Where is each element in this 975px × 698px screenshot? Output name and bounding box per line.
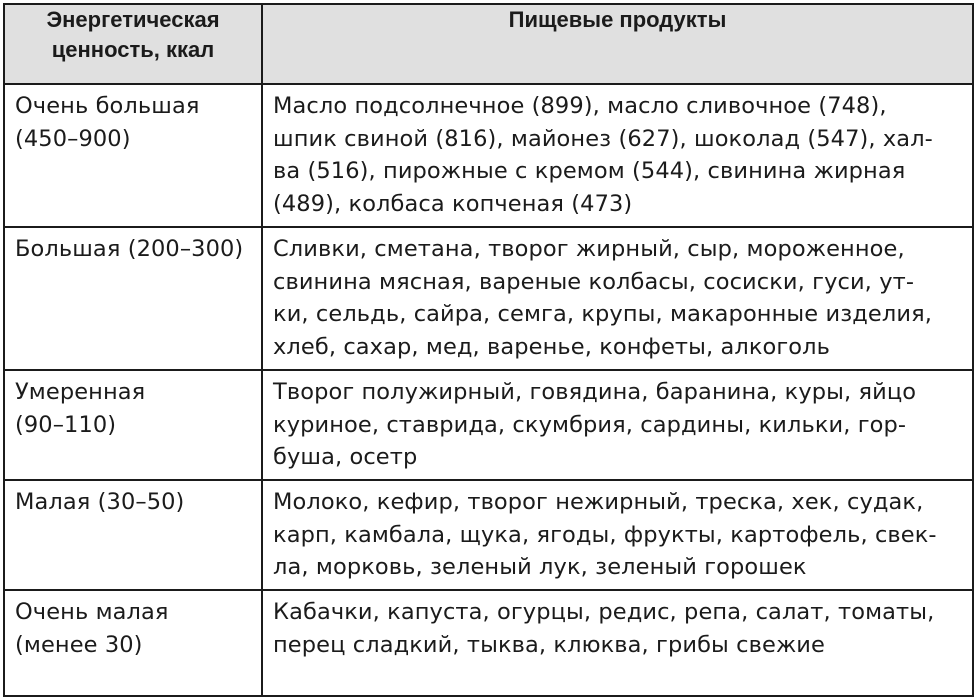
products-line: свинина мясная, вареные колбасы, сосиски, гуси, ут- bbox=[273, 268, 915, 295]
energy-cell bbox=[4, 590, 262, 696]
products-line: (489), колбаса копченая (473) bbox=[273, 190, 633, 217]
products-cell bbox=[262, 84, 973, 227]
energy-value-table bbox=[3, 3, 974, 697]
header-energy-line: Энергетическая bbox=[46, 7, 220, 32]
products-cell bbox=[262, 227, 973, 370]
products-line: Творог полужирный, говядина, баранина, куры, яйцо bbox=[273, 379, 917, 405]
table-row bbox=[4, 84, 973, 227]
energy-line: (менее 30) bbox=[15, 631, 143, 658]
energy-line: Большая (200–300) bbox=[15, 236, 244, 262]
products-line: перец сладкий, тыква, клюква, грибы свежие bbox=[273, 631, 825, 658]
products-line: Масло подсолнечное (899), масло сливочное (748), bbox=[273, 93, 887, 119]
products-line: хлеб, сахар, мед, варенье, конфеты, алкоголь bbox=[273, 333, 831, 360]
energy-line: Очень большая bbox=[15, 93, 200, 119]
products-line: карп, камбала, щука, ягоды, фрукты, картофель, свек- bbox=[273, 521, 937, 548]
table-row bbox=[4, 590, 973, 696]
table-row bbox=[4, 227, 973, 370]
energy-line: (90–110) bbox=[15, 411, 117, 438]
products-line: ла, морковь, зеленый лук, зеленый горошек bbox=[273, 554, 807, 580]
energy-cell bbox=[4, 84, 262, 227]
energy-line: Малая (30–50) bbox=[15, 489, 185, 515]
energy-line: Умеренная bbox=[15, 379, 146, 405]
products-line: ва (516), пирожные с кремом (544), свинина жирная bbox=[273, 158, 906, 184]
products-line: куриное, ставрида, скумбрия, сардины, кильки, гор- bbox=[273, 411, 907, 438]
table-header-row bbox=[4, 4, 973, 84]
products-cell bbox=[262, 480, 973, 590]
products-line: Сливки, сметана, творог жирный, сыр, мороженное, bbox=[273, 236, 905, 262]
header-energy-line: ценность, ккал bbox=[51, 37, 215, 62]
header-food-products bbox=[262, 4, 973, 84]
products-line: шпик свиной (816), майонез (627), шоколад (547), хал- bbox=[273, 125, 933, 152]
energy-cell bbox=[4, 227, 262, 370]
energy-line: Очень малая bbox=[15, 599, 169, 625]
products-line: Молоко, кефир, творог нежирный, треска, хек, судак, bbox=[273, 489, 924, 515]
header-products-label: Пищевые продукты bbox=[508, 7, 727, 32]
products-line: ки, сельдь, сайра, семга, крупы, макаронные изделия, bbox=[273, 301, 932, 327]
products-cell bbox=[262, 370, 973, 480]
products-line: Кабачки, капуста, огурцы, редис, репа, салат, томаты, bbox=[273, 599, 935, 625]
header-energy-value bbox=[4, 4, 262, 84]
products-cell bbox=[262, 590, 973, 696]
energy-cell bbox=[4, 370, 262, 480]
products-line: буша, осетр bbox=[273, 444, 418, 470]
table-row bbox=[4, 480, 973, 590]
table-row bbox=[4, 370, 973, 480]
energy-cell bbox=[4, 480, 262, 590]
energy-line: (450–900) bbox=[15, 125, 131, 152]
